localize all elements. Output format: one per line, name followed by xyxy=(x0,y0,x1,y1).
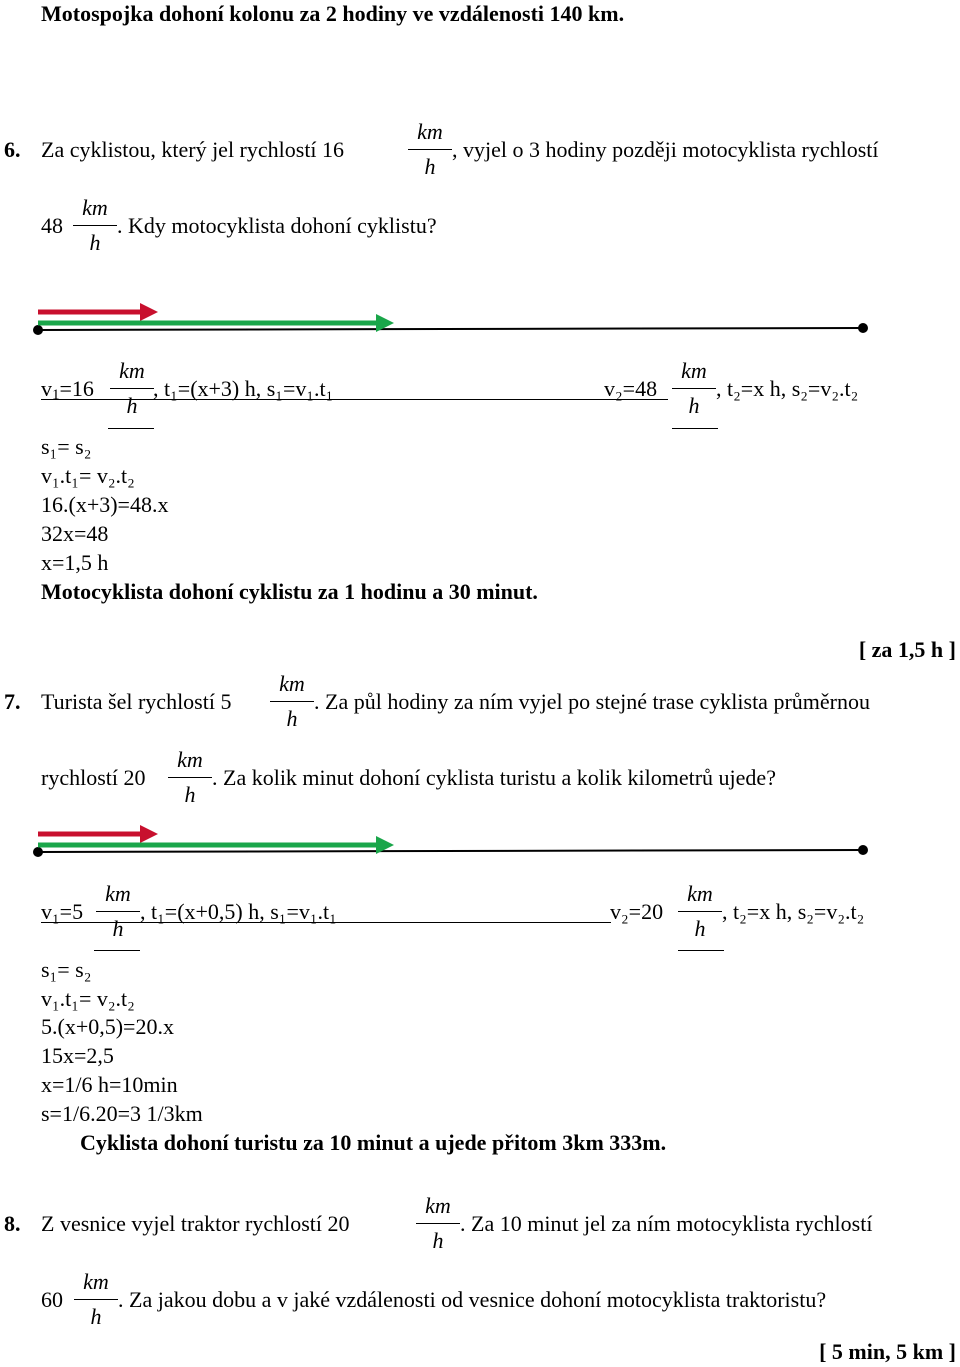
problem-6-text-d: . Kdy motocyklista dohoní cyklistu? xyxy=(117,213,437,238)
step-7-2: v₁.t₁= v₂.t₂ xyxy=(41,986,135,1011)
given-7-right-rest: , t₂=x h, s₂=v₂.t₂ xyxy=(722,899,865,924)
step-6-3: 16.(x+3)=48.x xyxy=(41,492,169,517)
unit-fraction xyxy=(96,881,140,942)
underline xyxy=(41,922,611,923)
step-7-4: 15x=2,5 xyxy=(41,1043,114,1068)
problem-7-text-d: . Za kolik minut dohoní cyklista turistu a kolik kilometrů ujede? xyxy=(212,765,776,790)
red-arrow-head xyxy=(140,303,158,321)
motion-diagram-7 xyxy=(0,822,960,872)
problem-8-text-a: Z vesnice vyjel traktor rychlostí 20 xyxy=(41,1211,350,1236)
unit-den: h xyxy=(286,706,298,731)
v-symbol: v xyxy=(41,376,52,401)
step-6-2: v₁.t₁= v₂.t₂ xyxy=(41,463,135,488)
v-value: =16 xyxy=(59,376,94,401)
v-subscript: 1 xyxy=(52,387,60,403)
problem-6-number: 6. xyxy=(4,137,21,162)
step-7-5: x=1/6 h=10min xyxy=(41,1072,178,1097)
unit-den: h xyxy=(90,1304,102,1329)
road-line xyxy=(38,850,863,852)
unit-den: h xyxy=(694,916,706,941)
problem-7-text-a: Turista šel rychlostí 5 xyxy=(41,689,232,714)
result-8: [ 5 min, 5 km ] xyxy=(819,1339,956,1364)
end-point xyxy=(858,323,868,333)
unit-num: km xyxy=(672,358,716,389)
unit-den: h xyxy=(424,154,436,179)
step-6-5: x=1,5 h xyxy=(41,550,109,575)
start-point xyxy=(33,847,43,857)
underline xyxy=(41,399,668,400)
red-arrow-head xyxy=(140,825,158,843)
start-point xyxy=(33,325,43,335)
answer-7: Cyklista dohoní turistu za 10 minut a ujede přitom 3km 333m. xyxy=(80,1130,667,1155)
motion-diagram-6 xyxy=(0,300,960,350)
given-7-left-rest: , t₁=(x+0,5) h, s₁=v₁.t₁ xyxy=(140,899,337,924)
given-6-right-rest: , t₂=x h, s₂=v₂.t₂ xyxy=(716,376,859,401)
unit-den: h xyxy=(688,393,700,418)
road-line xyxy=(38,328,863,330)
unit-fraction xyxy=(678,881,722,942)
unit-fraction xyxy=(672,358,716,419)
unit-den: h xyxy=(432,1228,444,1253)
unit-num: km xyxy=(408,119,452,150)
given-7-left-v: v₁=5 xyxy=(41,899,84,924)
given-7-right-v: v₂=20 xyxy=(610,899,664,924)
given-6-right-v: v₂=48 xyxy=(604,376,658,401)
unit-den: h xyxy=(184,782,196,807)
given-6-left-v xyxy=(41,376,94,403)
unit-den: h xyxy=(89,230,101,255)
problem-8-text-d: . Za jakou dobu a v jaké vzdálenosti od vesnice dohoní motocyklista traktoristu? xyxy=(118,1287,827,1312)
problem-6-text-c: 48 xyxy=(41,213,63,238)
header-line: Motospojka dohoní kolonu za 2 hodiny ve vzdálenosti 140 km. xyxy=(41,1,625,26)
unit-den: h xyxy=(112,916,124,941)
problem-8-text-b: . Za 10 minut jel za ním motocyklista rychlostí xyxy=(460,1211,873,1236)
underline xyxy=(672,428,718,429)
unit-num: km xyxy=(73,195,117,226)
problem-7-number: 7. xyxy=(4,689,21,714)
unit-fraction xyxy=(270,671,314,732)
unit-num: km xyxy=(74,1269,118,1300)
step-7-3: 5.(x+0,5)=20.x xyxy=(41,1014,174,1039)
problem-7-text-c: rychlostí 20 xyxy=(41,765,146,790)
unit-fraction xyxy=(74,1269,118,1330)
unit-num: km xyxy=(110,358,154,389)
problem-6-text-a: Za cyklistou, který jel rychlostí 16 xyxy=(41,137,345,162)
unit-fraction xyxy=(416,1193,460,1254)
unit-num: km xyxy=(416,1193,460,1224)
underline xyxy=(678,950,724,951)
unit-fraction xyxy=(408,119,452,180)
step-6-1: s₁= s₂ xyxy=(41,434,92,459)
result-6: [ za 1,5 h ] xyxy=(858,637,956,662)
unit-num: km xyxy=(678,881,722,912)
unit-fraction xyxy=(110,358,154,419)
problem-7-text-b: . Za půl hodiny za ním vyjel po stejné trase cyklista průměrnou xyxy=(314,689,870,714)
end-point xyxy=(858,845,868,855)
given-6-left-rest: , t₁=(x+3) h, s₁=v₁.t₁ xyxy=(153,376,334,401)
step-6-4: 32x=48 xyxy=(41,521,109,546)
unit-num: km xyxy=(168,747,212,778)
step-7-1: s₁= s₂ xyxy=(41,957,92,982)
unit-num: km xyxy=(96,881,140,912)
unit-den: h xyxy=(126,393,138,418)
underline xyxy=(94,950,140,951)
answer-6: Motocyklista dohoní cyklistu za 1 hodinu a 30 minut. xyxy=(41,579,538,604)
step-7-6: s=1/6.20=3 1/3km xyxy=(41,1101,203,1126)
unit-fraction xyxy=(73,195,117,256)
problem-6-text-b: , vyjel o 3 hodiny později motocyklista rychlostí xyxy=(452,137,879,162)
underline xyxy=(108,428,154,429)
problem-8-text-c: 60 xyxy=(41,1287,63,1312)
unit-num: km xyxy=(270,671,314,702)
unit-fraction xyxy=(168,747,212,808)
problem-8-number: 8. xyxy=(4,1211,21,1236)
